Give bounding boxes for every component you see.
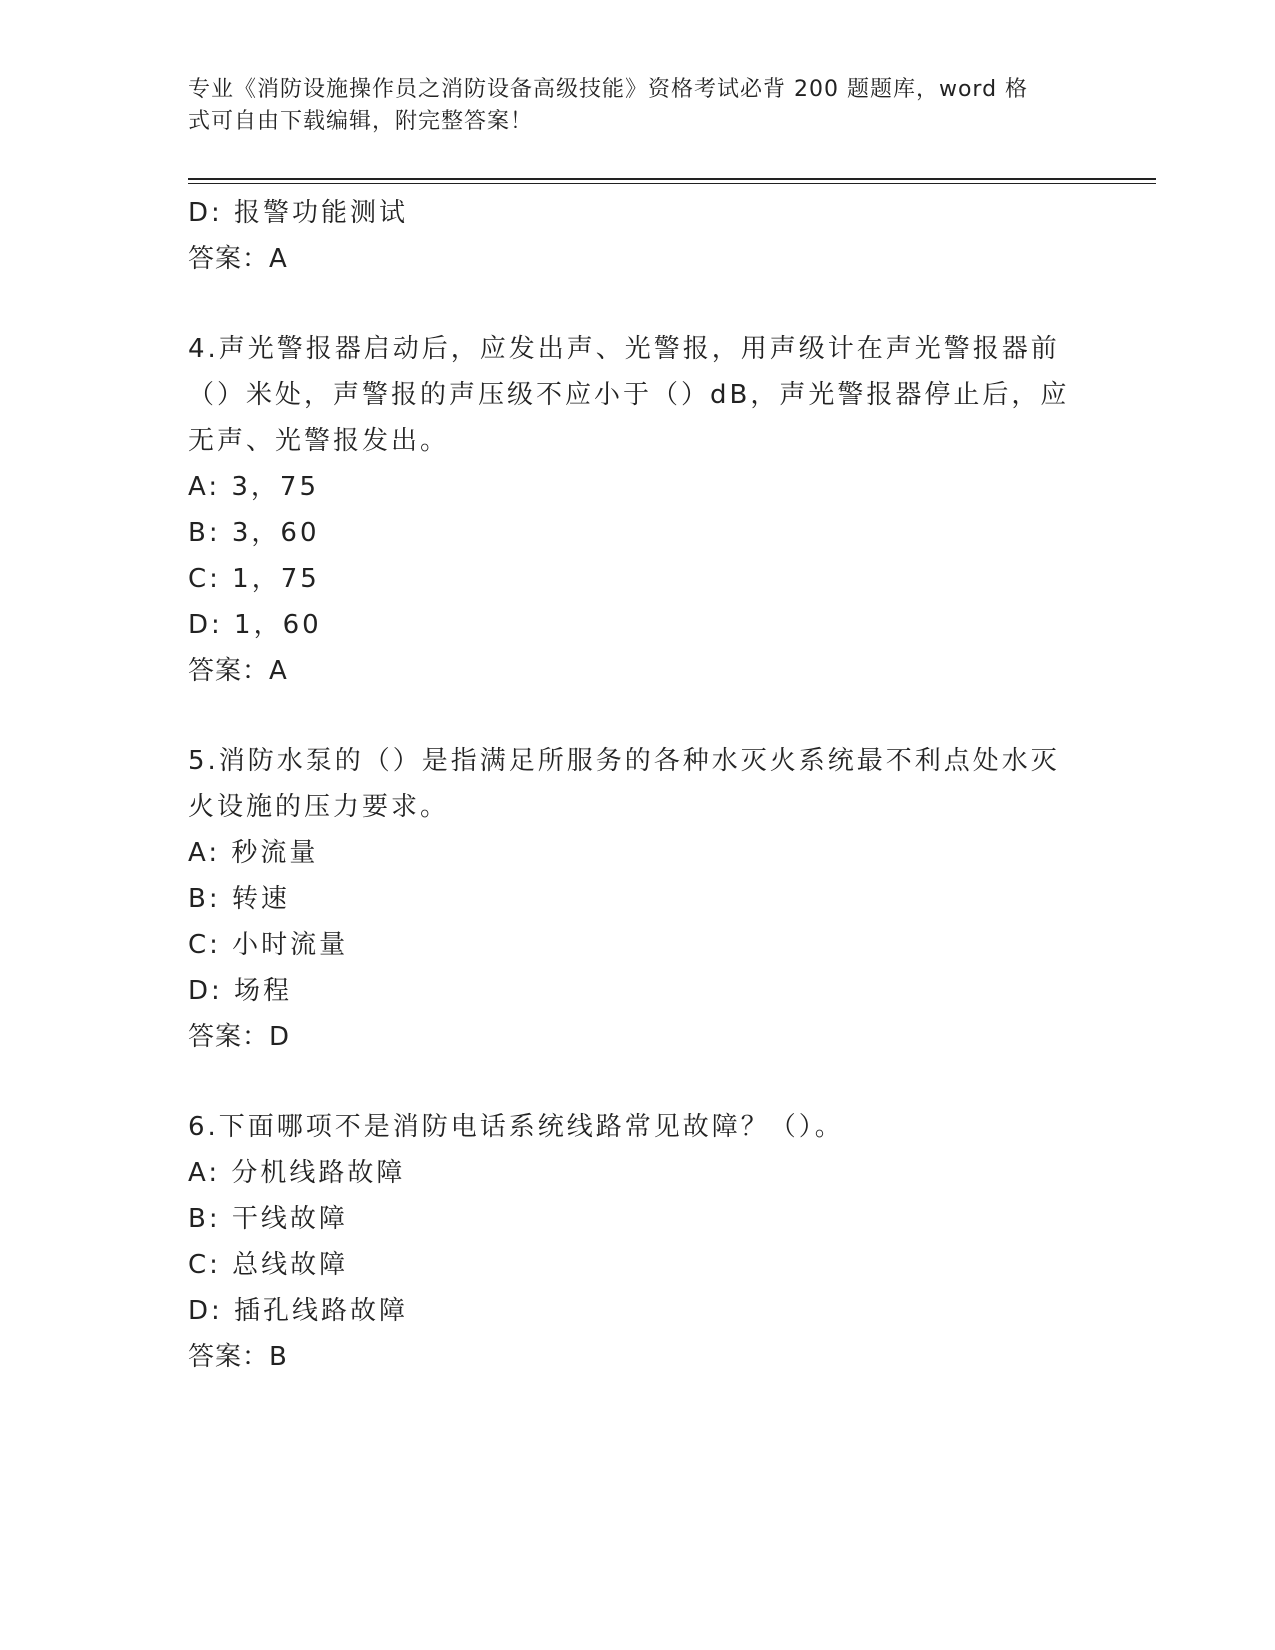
- header-line-1: 专业《消防设施操作员之消防设备高级技能》资格考试必背 200 题题库，word 格: [188, 77, 1029, 102]
- option-c: C: 小时流量: [188, 930, 349, 960]
- question-text-line: 4.声光警报器启动后，应发出声、光警报，用声级计在声光警报器前: [188, 334, 1060, 364]
- option-d: D: 1，60: [188, 610, 322, 640]
- header-line-2: 式可自由下载编辑，附完整答案！: [188, 109, 534, 134]
- option-d: D: 插孔线路故障: [188, 1296, 409, 1326]
- header-divider-thick: [188, 178, 1156, 180]
- option-d: D: 场程: [188, 976, 293, 1006]
- option-d: D: 报警功能测试: [188, 198, 409, 228]
- option-a: A: 分机线路故障: [188, 1158, 406, 1188]
- option-c: C: 总线故障: [188, 1250, 349, 1280]
- spacer: [188, 694, 1068, 738]
- page-header: [188, 74, 1068, 138]
- option-b: B: 3，60: [188, 518, 320, 548]
- question-6: [188, 1104, 1068, 1380]
- option-a: A: 秒流量: [188, 838, 319, 868]
- spacer: [188, 282, 1068, 326]
- question-text-line: 无声、光警报发出。: [188, 426, 450, 456]
- question-text-line: 6.下面哪项不是消防电话系统线路常见故障？（）。: [188, 1112, 844, 1142]
- document-body: [188, 190, 1068, 1380]
- answer: 答案：B: [188, 1342, 288, 1372]
- header-divider-thin: [188, 183, 1156, 184]
- option-b: B: 干线故障: [188, 1204, 348, 1234]
- question-text-line: （）米处，声警报的声压级不应小于（）dB，声光警报器停止后，应: [188, 380, 1070, 410]
- question-3-tail: [188, 190, 1068, 282]
- answer: 答案：A: [188, 656, 288, 686]
- question-4: [188, 326, 1068, 694]
- spacer: [188, 1060, 1068, 1104]
- question-5: [188, 738, 1068, 1060]
- option-a: A: 3，75: [188, 472, 319, 502]
- question-text-line: 5.消防水泵的（）是指满足所服务的各种水灭火系统最不利点处水灭: [188, 746, 1060, 776]
- answer: 答案：A: [188, 244, 288, 274]
- option-b: B: 转速: [188, 884, 290, 914]
- option-c: C: 1，75: [188, 564, 320, 594]
- question-text-line: 火设施的压力要求。: [188, 792, 450, 822]
- answer: 答案：D: [188, 1022, 291, 1052]
